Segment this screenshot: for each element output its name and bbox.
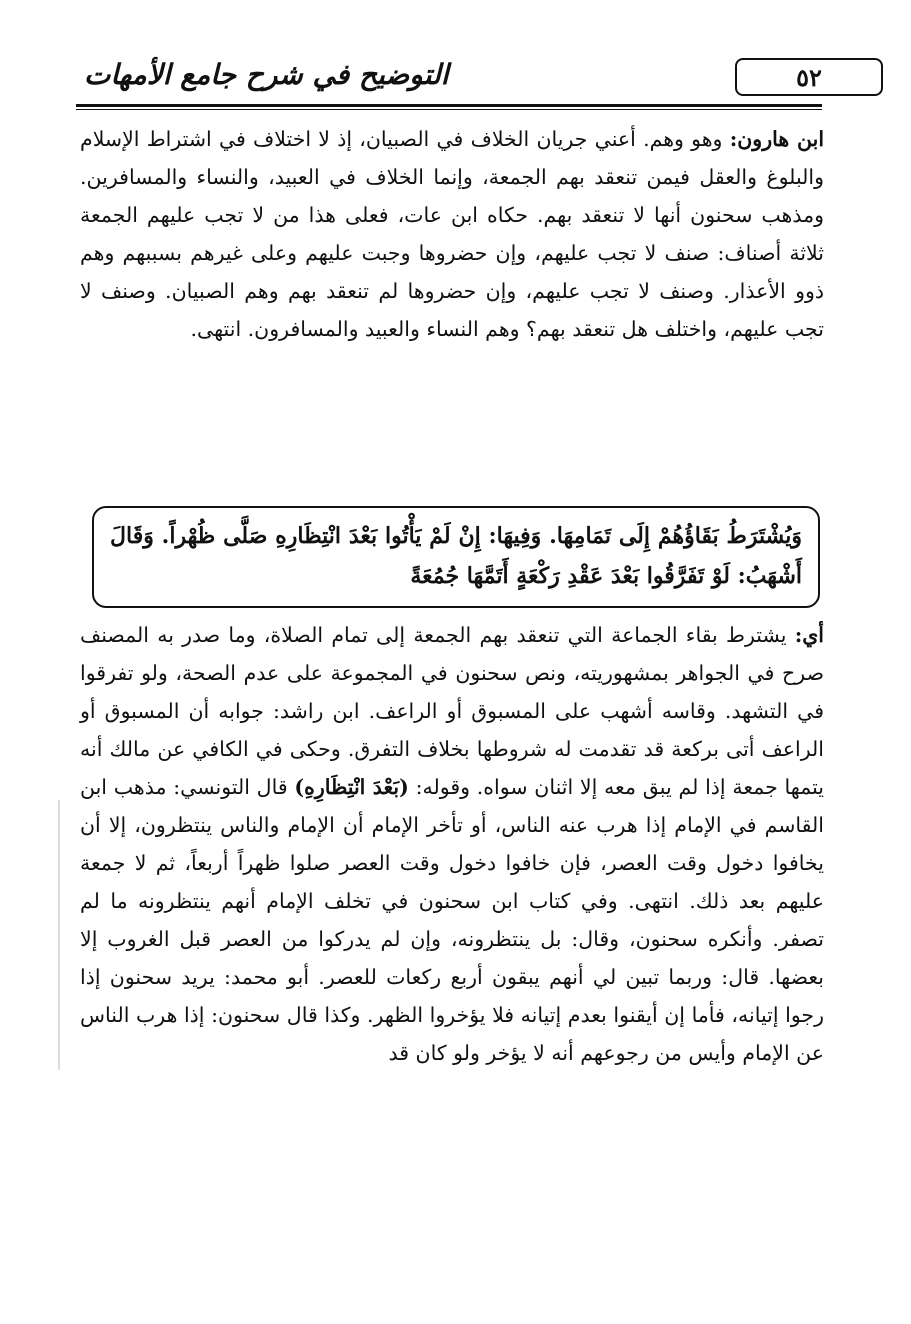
commentary-top-lead: ابن هارون: bbox=[729, 127, 825, 151]
scan-margin-shadow bbox=[58, 800, 60, 1070]
header-rule bbox=[76, 104, 822, 107]
page-number: ٥٢ bbox=[796, 62, 822, 92]
commentary-bottom-text-1: يشترط بقاء الجماعة التي تنعقد بهم الجمعة إلى تمام الصلاة، وما صدر به المصنف صرح في الجواهر بمشهوريته، ونص سحنون في المجموعة على عدم الصحة، ولو تفرقوا في التشهد. وقاسه أشهب على المسبوق أو الراعف. ابن راشد: جوابه أن المسبوق أو الراعف أتى بركعة قد تقدمت له شروطها بخلاف التفرق. وحكى في الكافي عن مالك أنه يتمها جمعة إذا لم يبق معه إلا اثنان سواه. وقوله: bbox=[80, 623, 824, 799]
matn-text: وَيُشْتَرَطُ بَقَاؤُهُمْ إِلَى تَمَامِهَا. وَفِيهَا: إِنْ لَمْ يَأْتُوا بَعْدَ انْتِظَارِهِ صَلَّى ظُهْراً. وَقَالَ أَشْهَبُ: لَوْ تَفَرَّقُوا بَعْدَ عَقْدِ رَكْعَةٍ أَتَمَّهَا جُمُعَةً bbox=[110, 523, 802, 589]
book-title: التوضيح في شرح جامع الأمهات bbox=[84, 58, 449, 91]
commentary-top-text: وهو وهم. أعني جريان الخلاف في الصبيان، إذ لا اختلاف في اشتراط الإسلام والبلوغ والعقل فيمن تنعقد بهم الجمعة، وإنما الخلاف في العبيد، والنساء والمسافرين. ومذهب سحنون أنها لا تنعقد بهم. حكاه ابن عات، فعلى هذا من لا تجب عليهم الجمعة ثلاثة أصناف: صنف لا تجب عليهم، وإن حضروها وجبت عليهم وعلى غيرهم بسببهم وهم ذوو الأعذار. وصنف لا تجب عليهم، وإن حضروها لم تنعقد بهم وهم الصبيان. وصنف لا تجب عليهم، واختلف هل تنعقد بهم؟ وهم النساء والعبيد والمسافرون. انتهى. bbox=[80, 127, 824, 341]
commentary-top bbox=[80, 120, 824, 348]
inline-matn-quote: (بَعْدَ انْتِظَارِهِ) bbox=[294, 775, 409, 799]
matn-box bbox=[92, 506, 820, 608]
commentary-bottom bbox=[80, 616, 824, 1072]
header-rule-thin bbox=[76, 109, 822, 110]
page-number-box bbox=[735, 58, 883, 96]
page-header bbox=[76, 52, 822, 108]
commentary-bottom-lead: أي: bbox=[794, 623, 824, 647]
commentary-bottom-text-2: قال التونسي: مذهب ابن القاسم في الإمام إذا هرب عنه الناس، أو تأخر الإمام أن الإمام والناس ينتظرون، إلا أن يخافوا دخول وقت العصر، فإن خافوا دخول وقت العصر صلوا ظهراً أربعاً، ثم لا جمعة عليهم بعد ذلك. انتهى. وفي كتاب ابن سحنون في تخلف الإمام أنهم ينتظرونه ما لم تصفر. وأنكره سحنون، وقال: بل ينتظرونه، وإن لم يدركوا من العصر قبل الغروب إلا بعضها. قال: وربما تبين لي أنهم يبقون أربع ركعات للعصر. أبو محمد: يريد سحنون إذا رجوا إتيانه، فأما إن أيقنوا بعدم إتيانه فلا يؤخروا الظهر. وكذا قال سحنون: إذا هرب الناس عن الإمام وأيس من رجوعهم أنه لا يؤخر ولو كان قد bbox=[80, 775, 824, 1065]
